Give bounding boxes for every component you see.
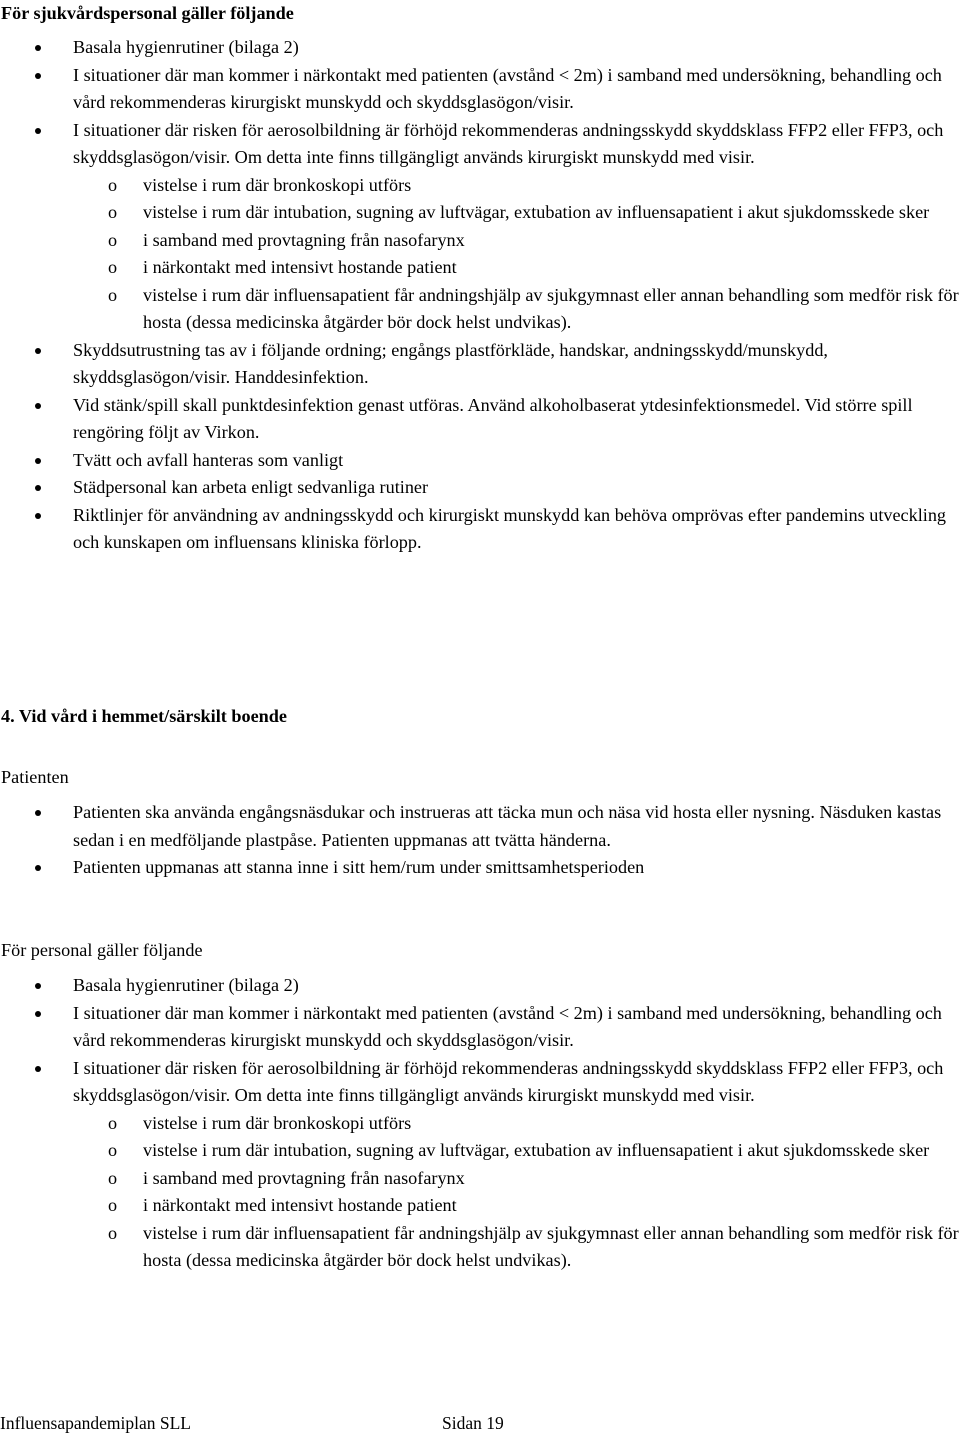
sub-list-item — [0, 1220, 960, 1275]
bullet-dot-icon — [35, 865, 41, 871]
list-item — [0, 854, 959, 882]
sub-list-item — [0, 282, 960, 337]
staff-home-list — [0, 972, 960, 1275]
section-heading-patient: Patienten — [1, 767, 69, 787]
sub-list-item-text: i samband med provtagning från nasofarynx — [143, 229, 465, 250]
sub-list-item-text: vistelse i rum där bronkoskopi utförs — [143, 1112, 412, 1133]
sub-list-item-text: i närkontakt med intensivt hostande patient — [143, 1195, 457, 1215]
sub-bullet-marker: o — [108, 1167, 118, 1188]
list-item — [0, 474, 959, 502]
sub-bullet-marker: o — [108, 1195, 118, 1215]
sub-list — [73, 1110, 959, 1275]
list-item — [0, 117, 959, 337]
list-item-text: I situationer där man kommer i närkontakt med patienten (avstånd < 2m) i samband med undersökning, behandling och vård rekommenderas kirurgiskt munskydd och skyddsglasögon/visir. — [73, 64, 942, 112]
sub-list-item-text: vistelse i rum där influensapatient får andningshjälp av sjukgymnast eller annan behandling som medför risk för hosta (dessa medicinska åtgärder bör dock helst undvikas). — [143, 1222, 959, 1270]
list-item-text: I situationer där man kommer i närkontakt med patienten (avstånd < 2m) i samband med undersökning, behandling och vård rekommenderas kirurgiskt munskydd och skyddsglasögon/visir. — [73, 1002, 942, 1050]
bullet-dot-icon — [35, 73, 41, 79]
list-item — [0, 502, 959, 557]
patient-list — [0, 799, 960, 882]
list-item-text: Patienten uppmanas att stanna inne i sitt hem/rum under smittsamhetsperioden — [73, 857, 645, 877]
list-item-text: Basala hygienrutiner (bilaga 2) — [73, 975, 299, 995]
staff-healthcare-list — [0, 34, 960, 557]
bullet-dot-icon — [35, 403, 41, 409]
sub-bullet-marker: o — [108, 257, 118, 277]
sub-list-item-text: i närkontakt med intensivt hostande patient — [143, 257, 457, 277]
list-item — [0, 34, 959, 62]
sub-list-item — [0, 1137, 960, 1165]
footer-document-title: Influensapandemiplan SLL — [0, 1413, 191, 1433]
list-item — [0, 972, 959, 1000]
sub-list-item-text: vistelse i rum där influensapatient får andningshjälp av sjukgymnast eller annan behandling som medför risk för hosta (dessa medicinska åtgärder bör dock helst undvikas). — [143, 284, 959, 332]
bullet-dot-icon — [35, 458, 41, 464]
bullet-dot-icon — [35, 810, 41, 816]
list-item-text: I situationer där risken för aerosolbildning är förhöjd rekommenderas andningsskydd skyddsklass FFP2 eller FFP3, och skyddsglasögon/visir. Om detta inte finns tillgängligt används kirurgiskt munskydd med visir. — [73, 119, 944, 167]
list-item-text: Basala hygienrutiner (bilaga 2) — [73, 37, 299, 57]
section-heading-home-care: 4. Vid vård i hemmet/särskilt boende — [1, 706, 287, 726]
list-item — [0, 337, 959, 392]
sub-list-item-text: vistelse i rum där bronkoskopi utförs — [143, 174, 412, 195]
list-item-text: Patienten ska använda engångsnäsdukar och instrueras att täcka mun och näsa vid hosta eller nysning. Näsduken kastas sedan i en medföljande plastpåse. Patienten uppmanas att tvätta händerna. — [73, 802, 942, 850]
sub-bullet-marker: o — [108, 1140, 118, 1160]
sub-list-item-text: i samband med provtagning från nasofarynx — [143, 1167, 465, 1188]
sub-list-item — [0, 227, 960, 255]
bullet-dot-icon — [35, 128, 41, 134]
sub-bullet-marker: o — [108, 284, 118, 305]
list-item — [0, 62, 959, 117]
sub-bullet-marker: o — [108, 1222, 118, 1243]
sub-list — [73, 172, 959, 337]
list-item-text: Vid stänk/spill skall punktdesinfektion genast utföras. Använd alkoholbaserat ytdesinfektionsmedel. Vid större spill rengöring följt av Virkon. — [73, 394, 913, 442]
sub-list-item-text: vistelse i rum där intubation, sugning av luftvägar, extubation av influensapatient i akut sjukdomsskede sker — [143, 202, 930, 222]
list-item — [0, 1055, 959, 1275]
sub-list-item — [0, 1192, 960, 1220]
list-item — [0, 447, 959, 475]
sub-bullet-marker: o — [108, 1112, 118, 1133]
sub-list-item — [0, 199, 960, 227]
bullet-dot-icon — [35, 348, 41, 354]
list-item-text: Städpersonal kan arbeta enligt sedvanliga rutiner — [73, 477, 429, 497]
list-item-text: Skyddsutrustning tas av i följande ordning; engångs plastförkläde, handskar, andningsskydd/munskydd, skyddsglasögon/visir. Handdesinfektion. — [73, 339, 828, 387]
bullet-dot-icon — [35, 1066, 41, 1072]
list-item — [0, 392, 959, 447]
section-heading-staff-home: För personal gäller följande — [1, 940, 203, 960]
list-item-text: Riktlinjer för användning av andningsskydd och kirurgiskt munskydd kan behöva omprövas efter pandemins utveckling och kunskapen om influensans kliniska förlopp. — [73, 504, 947, 552]
sub-list-item — [0, 1165, 960, 1193]
footer-page-number: Sidan 19 — [442, 1413, 504, 1433]
sub-bullet-marker: o — [108, 174, 118, 195]
bullet-dot-icon — [35, 983, 41, 989]
section-heading-staff-healthcare: För sjukvårdspersonal gäller följande — [1, 3, 294, 23]
sub-list-item — [0, 1110, 960, 1138]
bullet-dot-icon — [35, 513, 41, 519]
list-item-text: I situationer där risken för aerosolbildning är förhöjd rekommenderas andningsskydd skyddsklass FFP2 eller FFP3, och skyddsglasögon/visir. Om detta inte finns tillgängligt används kirurgiskt munskydd med visir. — [73, 1057, 944, 1105]
list-item-text: Tvätt och avfall hanteras som vanligt — [73, 449, 344, 470]
list-item — [0, 1000, 959, 1055]
sub-list-item — [0, 172, 960, 200]
bullet-dot-icon — [35, 1011, 41, 1017]
list-item — [0, 799, 959, 854]
bullet-dot-icon — [35, 45, 41, 51]
sub-bullet-marker: o — [108, 202, 118, 222]
bullet-dot-icon — [35, 485, 41, 491]
sub-bullet-marker: o — [108, 229, 118, 250]
sub-list-item — [0, 254, 960, 282]
sub-list-item-text: vistelse i rum där intubation, sugning av luftvägar, extubation av influensapatient i akut sjukdomsskede sker — [143, 1140, 930, 1160]
